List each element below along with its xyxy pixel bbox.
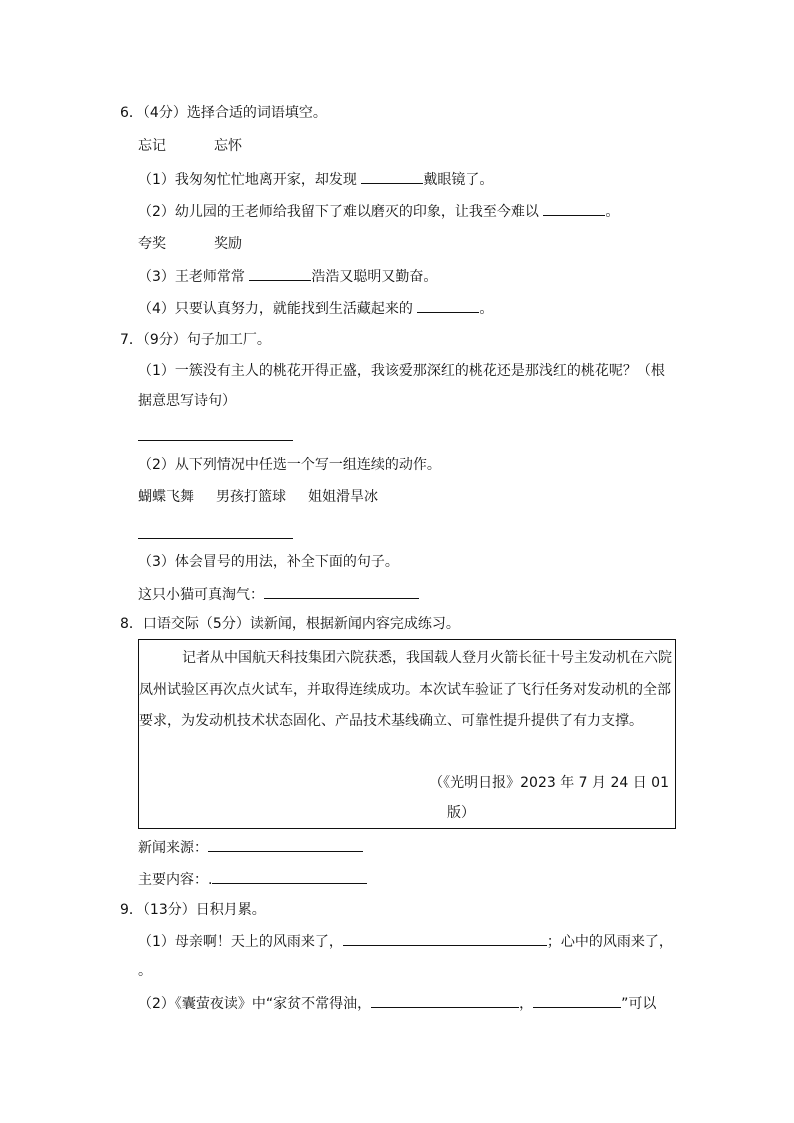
q6-item-1-pre: （1）我匆匆忙忙地离开家，却发现 — [138, 172, 362, 188]
q6-item-4-blank[interactable] — [417, 298, 479, 313]
q8-field-content — [138, 869, 367, 890]
q6-item-4-post: 。 — [479, 301, 494, 317]
q7-item-3: （3）体会冒号的用法，补全下面的句子。 — [138, 554, 399, 570]
q6-word-2: 忘怀 — [214, 138, 242, 154]
q8-field-source-label: 新闻来源： — [138, 840, 208, 856]
q6-item-1-post: 戴眼镜了。 — [423, 172, 494, 188]
q9-item-1 — [138, 931, 673, 952]
q8-title: 8．口语交际（5分）读新闻，根据新闻内容完成练习。 — [120, 616, 460, 632]
q9-item-2-pre: （2）《囊萤夜读》中“家贫不常得油， — [138, 996, 372, 1012]
q6-item-3-blank[interactable] — [249, 266, 311, 281]
q8-field-source-blank[interactable] — [208, 837, 363, 852]
q7-item-1-line-1: （1）一簇没有主人的桃花开得正盛，我该爱那深红的桃花还是那浅红的桃花呢？（根 — [138, 363, 665, 379]
q9-item-2 — [138, 993, 656, 1014]
q7-item-3-prompt-line — [138, 584, 419, 605]
q7-option-1: 蝴蝶飞舞 — [138, 489, 194, 505]
q7-item-1-answer-line[interactable] — [138, 440, 293, 441]
q7-item-3-blank[interactable] — [264, 584, 419, 599]
q7-item-3-prompt: 这只小猫可真淘气： — [138, 587, 264, 603]
q6-item-1-blank[interactable] — [361, 169, 423, 184]
q6-item-3-pre: （3）王老师常常 — [138, 269, 250, 285]
q6-item-1 — [138, 169, 493, 190]
q6-item-2-blank[interactable] — [543, 201, 605, 216]
q9-item-2-blank-1[interactable] — [371, 993, 519, 1008]
q7-item-2: （2）从下列情况中任选一个写一组连续的动作。 — [138, 457, 441, 473]
q6-word-4: 奖励 — [214, 236, 242, 252]
q9-item-2-post: ”可以 — [621, 996, 657, 1012]
q7-title: 7．（9分）句子加工厂。 — [120, 332, 271, 348]
news-line-1: 记者从中国航天科技集团六院获悉，我国载人登月火箭长征十号主发动机在六院 — [182, 650, 672, 666]
q9-item-2-blank-2[interactable] — [533, 993, 621, 1008]
q9-item-1-mid: ；心中的风雨来了， — [546, 934, 673, 950]
news-source-line-2: 版） — [447, 805, 475, 821]
q6-title: 6．（4分）选择合适的词语填空。 — [120, 105, 327, 121]
q6-item-4 — [138, 298, 493, 319]
q6-item-2 — [138, 201, 619, 222]
q8-field-source — [138, 837, 363, 858]
q7-option-2: 男孩打篮球 — [216, 489, 286, 505]
q7-item-2-answer-line[interactable] — [138, 538, 293, 539]
q9-item-1-pre: （1）母亲啊！天上的风雨来了， — [138, 934, 343, 950]
q9-item-1-blank[interactable] — [343, 931, 547, 946]
q7-item-1-line-2: 据意思写诗句） — [138, 393, 236, 409]
q6-item-3 — [138, 266, 437, 287]
q7-option-3: 姐姐滑旱冰 — [308, 489, 378, 505]
q6-word-group-1 — [138, 136, 242, 156]
q9-title: 9．（13分）日积月累。 — [120, 902, 266, 918]
q6-word-group-2 — [138, 234, 242, 254]
q6-item-2-pre: （2）幼儿园的王老师给我留下了难以磨灭的印象，让我至今难以 — [138, 204, 544, 220]
q8-field-content-blank[interactable] — [212, 869, 367, 884]
q9-item-2-mid: ， — [519, 996, 534, 1012]
q9-item-1-line-2: 。 — [138, 963, 152, 979]
news-box — [138, 639, 676, 829]
news-line-2: 凤州试验区再次点火试车，并取得连续成功。本次试车验证了飞行任务对发动机的全部 — [139, 682, 671, 698]
q7-options — [138, 487, 378, 507]
q6-item-3-post: 浩浩又聪明又勤奋。 — [311, 269, 438, 285]
q6-item-2-post: 。 — [605, 204, 620, 220]
q6-word-3: 夸奖 — [138, 236, 166, 252]
q8-field-content-label: 主要内容：. — [138, 872, 213, 888]
news-source-line-1: （《光明日报》2023 年 7 月 24 日 01 — [429, 775, 669, 791]
q6-item-4-pre: （4）只要认真努力，就能找到生活藏起来的 — [138, 301, 418, 317]
q6-word-1: 忘记 — [138, 138, 166, 154]
news-line-3: 要求，为发动机技术状态固化、产品技术基线确立、可靠性提升提供了有力支撑。 — [139, 713, 643, 729]
